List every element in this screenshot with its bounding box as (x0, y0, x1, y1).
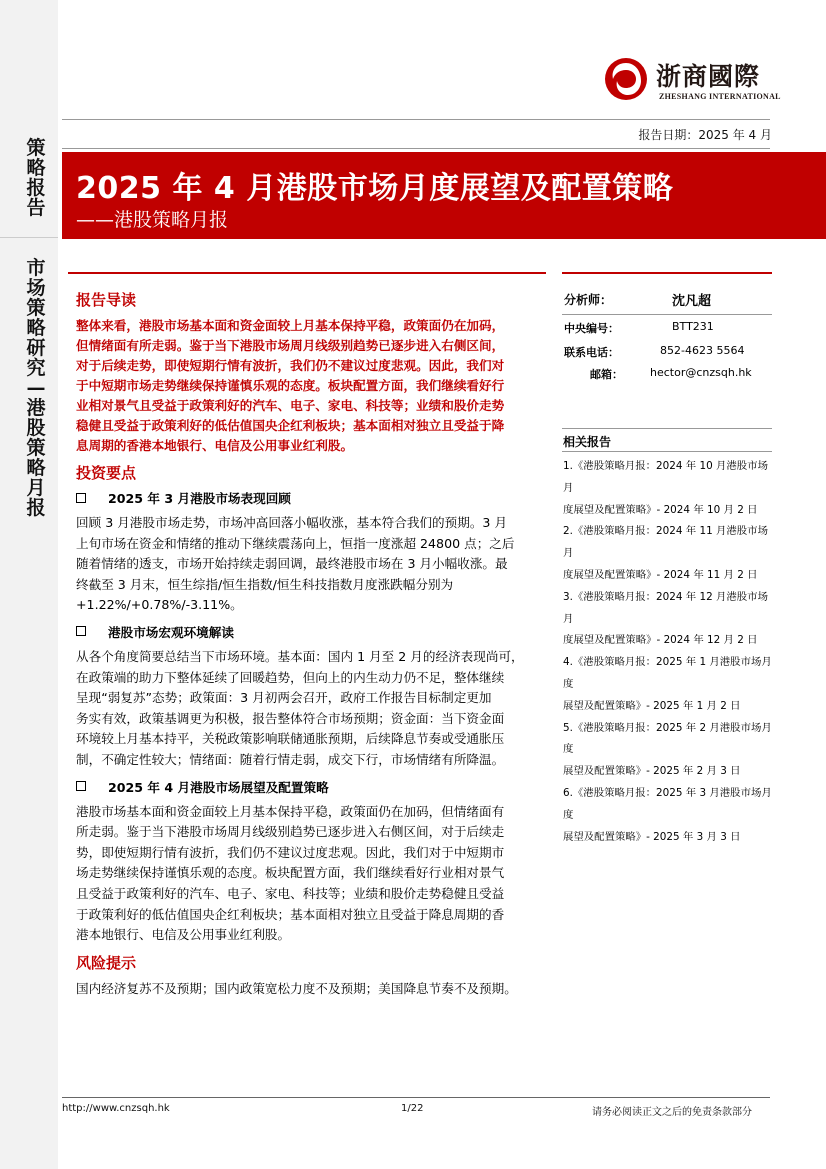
related-item-line: 展望及配置策略》- 2025 年 2 月 3 日 (563, 765, 741, 778)
related-item[interactable] (563, 521, 773, 586)
point-line: 港股市场基本面和资金面较上月基本保持平稳，政策面仍在加码，但情绪面有 (76, 803, 505, 819)
side-char: 港 (26, 397, 46, 419)
side-char: 月 (26, 477, 46, 499)
footer-disclaimer: 请务必阅读正文之后的免责条款部分 (592, 1107, 752, 1118)
related-item-line: 度展望及配置策略》- 2024 年 12 月 2 日 (563, 634, 758, 647)
point-line: 回顾 3 月港股市场走势，市场冲高回落小幅收涨，基本符合我们的预期。3 月 (76, 515, 508, 530)
side-char: 略 (26, 457, 46, 479)
risk-heading: 风险提示 (76, 953, 137, 972)
bullet-square-icon (76, 626, 86, 636)
point-line: 港本地银行、电信及公用事业红利股。 (76, 927, 291, 943)
side-char: 报 (26, 497, 46, 519)
point-line: 从各个角度简要总结当下市场环境。基本面：国内 1 月至 2 月的经济表现尚可， (76, 648, 524, 664)
side-char: 告 (26, 197, 46, 219)
related-item-line: 4.《港股策略月报：2025 年 1 月港股市场月度 (563, 656, 772, 690)
points-sections (76, 488, 546, 946)
related-list (563, 456, 773, 848)
side-label-series (22, 258, 50, 518)
guide-heading: 报告导读 (76, 291, 137, 309)
company-logo (602, 55, 781, 107)
side-char: 股 (26, 417, 46, 439)
related-item-line: 度展望及配置策略》- 2024 年 11 月 2 日 (563, 568, 758, 581)
related-item-line: 5.《港股策略月报：2025 年 2 月港股市场月度 (563, 721, 772, 756)
related-item-line: 6.《港股策略月报：2025 年 3 月港股市场月度 (563, 786, 772, 821)
analyst-label: 分析师： (564, 293, 613, 307)
page-number: 1/22 (401, 1103, 424, 1114)
point-line: 上旬市场在资金和情绪的推动下继续震荡向上，恒指一度涨超 24800 点；之后 (76, 535, 515, 551)
point-line: 呈现“弱复苏”态势；政策面：3 月初两会召开，政府工作报告目标制定更加 (76, 690, 492, 706)
related-item[interactable] (563, 587, 773, 652)
point-title: 港股市场宏观环境解读 (108, 624, 234, 640)
related-item-line: 1.《港股策略月报：2024 年 10 月港股市场月 (563, 460, 768, 494)
analyst-panel (562, 274, 772, 394)
logo-name-en: ZHESHANG INTERNATIONAL (659, 92, 781, 101)
risk-text: 国内经济复苏不及预期；国内政策宽松力度不及预期；美国降息节奏不及预期。 (76, 980, 517, 996)
side-char: 策 (26, 137, 46, 159)
analyst-email[interactable]: hector@cnzsqh.hk (650, 366, 752, 379)
guide-line: 业相对景气且受益于政策利好的汽车、电子、家电、科技等；业绩和股价走势 (76, 398, 505, 413)
bullet-square-icon (76, 781, 86, 791)
related-item-line: 度展望及配置策略》- 2024 年 10 月 2 日 (563, 503, 758, 516)
point-line: 制，不确定性较大；情绪面：随着行情走弱，成交下行，市场情绪有所降温。 (76, 751, 505, 767)
point-line: +1.22%/+0.78%/-3.11%。 (76, 597, 243, 613)
point-heading (76, 622, 546, 641)
date-divider (62, 148, 770, 149)
guide-line: 整体来看，港股市场基本面和资金面较上月基本保持平稳，政策面仍在加码， (76, 318, 505, 333)
side-char: 究 (26, 357, 46, 379)
report-date: 报告日期：2025 年 4 月 (638, 128, 772, 142)
point-line: 随着情绪的透支，市场开始持续走弱回调，最终港股市场在 3 月小幅收涨。最 (76, 556, 508, 572)
point-line: 势，即使短期行情有波折，我们仍不建议过度悲观。因此，我们对于中短期市 (76, 844, 505, 860)
guide-text (76, 316, 546, 456)
analyst-divider (562, 314, 772, 315)
side-char: 策 (26, 437, 46, 459)
guide-line: 对于后续走势，即使短期行情有波折，我们仍不建议过度悲观。因此，我们对 (76, 358, 505, 373)
point-line: 环境较上月基本持平，关税政策影响联储通胀预期，后续降息节奏或受通胀压 (76, 731, 505, 747)
guide-line: 但情绪面有所走弱。鉴于当下港股市场周月线级别趋势已逐步进入右侧区间， (76, 338, 505, 353)
point-line: 且受益于政策利好的汽车、电子、家电、科技等；业绩和股价走势稳健且受益 (76, 885, 505, 901)
point-line: 务实有效，政策基调更为积极，报告整体符合市场预期；资金面：当下资金面 (76, 710, 505, 726)
side-char: 场 (26, 277, 46, 299)
analyst-email-label: 邮箱： (590, 368, 623, 381)
guide-line: 稳健且受益于政策利好的低估值国央企红利板块；基本面相对独立且受益于降 (76, 418, 505, 433)
related-item[interactable] (563, 718, 773, 783)
main-column (76, 272, 546, 999)
side-char: 略 (26, 317, 46, 339)
side-char: 报 (26, 177, 46, 199)
footer-url[interactable]: http://www.cnzsqh.hk (62, 1103, 170, 1114)
analyst-phone-row (562, 344, 772, 365)
related-item[interactable] (563, 456, 773, 521)
related-item[interactable] (563, 783, 773, 848)
zheshang-logo-icon (604, 57, 648, 101)
analyst-phone: 852-4623 5564 (660, 344, 745, 357)
point-body (76, 513, 546, 616)
analyst-phone-label: 联系电话： (564, 346, 619, 359)
side-char: — (26, 377, 46, 399)
side-char: 研 (26, 337, 46, 359)
point-line: 所走弱。鉴于当下港股市场周月线级别趋势已逐步进入右侧区间，对于后续走 (76, 824, 505, 840)
logo-name: 浙商國際 (656, 62, 761, 91)
point-line: 于政策利好的低估值国央企红利板块；基本面相对独立且受益于降息周期的香 (76, 906, 505, 922)
related-item-line: 2.《港股策略月报：2024 年 11 月港股市场月 (563, 525, 768, 560)
point-title: 2025 年 4 月港股市场展望及配置策略 (108, 779, 329, 795)
analyst-id: BTT231 (672, 320, 714, 333)
point-heading (76, 777, 546, 796)
related-top-rule (562, 428, 772, 429)
report-title: 2025 年 4 月港股市场月度展望及配置策略 (76, 171, 674, 206)
report-subtitle: ——港股策略月报 (76, 209, 229, 231)
point-body (76, 802, 546, 946)
guide-line: 于中短期市场走势继续保持谨慎乐观的态度。板块配置方面，我们继续看好行 (76, 378, 505, 393)
related-item-line: 展望及配置策略》- 2025 年 3 月 3 日 (563, 830, 741, 843)
related-item-line: 展望及配置策略》- 2025 年 1 月 2 日 (563, 699, 741, 712)
side-label-report-type (22, 138, 50, 218)
point-line: 在政策端的助力下整体延续了回暖趋势，但向上的内生动力仍不足，整体继续 (76, 669, 505, 685)
point-heading (76, 488, 546, 507)
analyst-name: 沈凡超 (672, 294, 712, 309)
bullet-square-icon (76, 493, 86, 503)
side-char: 略 (26, 157, 46, 179)
point-title: 2025 年 3 月港股市场表现回顾 (108, 491, 291, 506)
footer-divider (62, 1097, 770, 1098)
point-line: 场走势继续保持谨慎乐观的态度。板块配置方面，我们继续看好行业相对景气 (76, 865, 505, 881)
related-heading: 相关报告 (563, 435, 612, 449)
guide-line: 息周期的香港本地银行、电信及公用事业红利股。 (76, 438, 354, 453)
point-line: 终截至 3 月末，恒生综指/恒生指数/恒生科技指数月度涨跌幅分别为 (76, 576, 454, 592)
analyst-id-row (562, 320, 772, 341)
side-char: 市 (26, 257, 46, 279)
side-char: 策 (26, 297, 46, 319)
point-body (76, 647, 546, 771)
related-item-line: 3.《港股策略月报：2024 年 12 月港股市场月 (563, 590, 768, 625)
related-heading-rule (562, 451, 772, 452)
related-item[interactable] (563, 652, 773, 717)
header-divider (62, 119, 770, 120)
points-heading: 投资要点 (76, 464, 137, 482)
analyst-email-row (562, 366, 772, 387)
analyst-id-label: 中央编号： (564, 322, 619, 335)
